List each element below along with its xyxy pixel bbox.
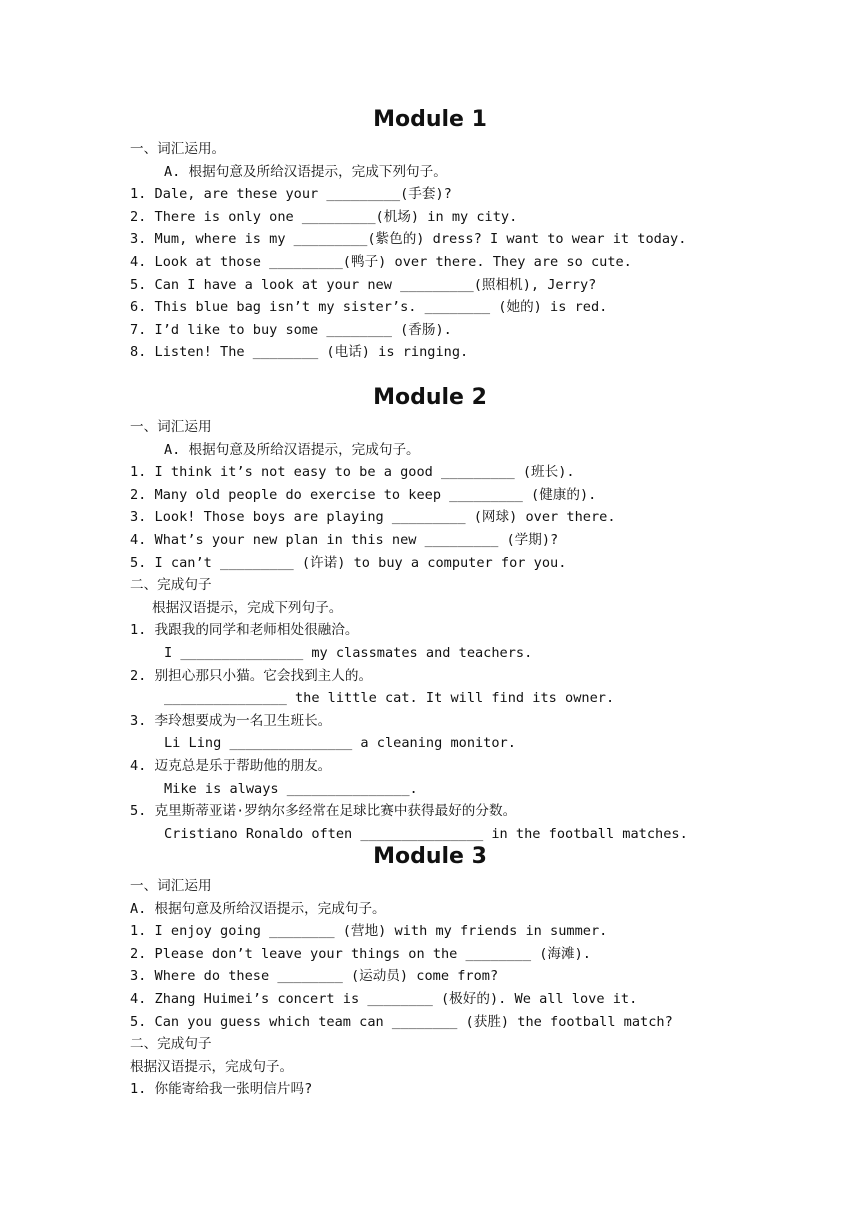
exercise-item: 1. I enjoy going ________ (营地) with my friends in summer. bbox=[130, 923, 608, 940]
exercise-item: 2. Please don’t leave your things on the ________ (海滩). bbox=[130, 945, 591, 962]
section-heading: 一、词汇运用 bbox=[130, 419, 212, 435]
exercise-answer-line: I _______________ my classmates and teachers. bbox=[164, 644, 533, 661]
module-1-section bbox=[130, 106, 730, 364]
section-heading: 一、词汇运用。 bbox=[130, 141, 226, 157]
instruction: 根据汉语提示，完成下列句子。 bbox=[152, 599, 343, 616]
section-heading: 二、完成句子 bbox=[130, 1036, 212, 1053]
exercise-answer-line: Cristiano Ronaldo often _______________ in the football matches. bbox=[164, 825, 688, 842]
exercise-prompt: 1. 你能寄给我一张明信片吗? bbox=[130, 1081, 313, 1098]
module-2-section bbox=[130, 384, 730, 845]
instruction: A. 根据句意及所给汉语提示，完成句子。 bbox=[130, 900, 386, 917]
exercise-item: 2. Many old people do exercise to keep _________ (健康的). bbox=[130, 486, 597, 503]
module-2-title: Module 2 bbox=[373, 385, 487, 410]
exercise-item: 5. Can I have a look at your new _________(照相机), Jerry? bbox=[130, 276, 597, 293]
exercise-prompt: 2. 别担心那只小猫。它会找到主人的。 bbox=[130, 667, 373, 684]
exercise-item: 4. Look at those _________(鸭子) over there. They are so cute. bbox=[130, 253, 632, 270]
exercise-answer-line: _______________ the little cat. It will find its owner. bbox=[164, 690, 615, 707]
module-1-title: Module 1 bbox=[373, 107, 487, 132]
exercise-item: 3. Look! Those boys are playing _________ (网球) over there. bbox=[130, 509, 616, 526]
section-heading: 一、词汇运用 bbox=[130, 878, 212, 894]
exercise-item: 5. I can’t _________ (许诺) to buy a computer for you. bbox=[130, 554, 567, 571]
exercise-prompt: 5. 克里斯蒂亚诺·罗纳尔多经常在足球比赛中获得最好的分数。 bbox=[130, 803, 517, 820]
exercise-prompt: 3. 李玲想要成为一名卫生班长。 bbox=[130, 712, 332, 729]
exercise-item: 2. There is only one _________(机场) in my city. bbox=[130, 208, 518, 225]
section-heading: 二、完成句子 bbox=[130, 577, 212, 594]
module-3-title: Module 3 bbox=[373, 844, 487, 869]
exercise-item: 1. I think it’s not easy to be a good _________ (班长). bbox=[130, 464, 575, 481]
exercise-item: 6. This blue bag isn’t my sister’s. ________ (她的) is red. bbox=[130, 299, 608, 316]
exercise-item: 1. Dale, are these your _________(手套)? bbox=[130, 186, 452, 203]
exercise-answer-line: Li Ling _______________ a cleaning monitor. bbox=[164, 735, 516, 752]
exercise-item: 7. I’d like to buy some ________ (香肠). bbox=[130, 321, 452, 338]
exercise-prompt: 1. 我跟我的同学和老师相处很融洽。 bbox=[130, 622, 359, 639]
exercise-prompt: 4. 迈克总是乐于帮助他的朋友。 bbox=[130, 757, 332, 774]
exercise-item: 8. Listen! The ________ (电话) is ringing. bbox=[130, 344, 469, 361]
module-3-section bbox=[130, 843, 730, 1101]
exercise-item: 3. Mum, where is my _________(紫色的) dress? I want to wear it today. bbox=[130, 231, 687, 248]
exercise-item: 5. Can you guess which team can ________ (获胜) the football match? bbox=[130, 1013, 673, 1030]
instruction: A. 根据句意及所给汉语提示，完成句子。 bbox=[164, 441, 420, 458]
exercise-item: 4. Zhang Huimei’s concert is ________ (极好的). We all love it. bbox=[130, 990, 638, 1007]
exercise-item: 4. What’s your new plan in this new _________ (学期)? bbox=[130, 531, 559, 548]
exercise-answer-line: Mike is always _______________. bbox=[164, 780, 418, 797]
exercise-item: 3. Where do these ________ (运动员) come from? bbox=[130, 968, 499, 985]
instruction: A. 根据句意及所给汉语提示，完成下列句子。 bbox=[164, 163, 447, 180]
instruction: 根据汉语提示，完成句子。 bbox=[130, 1058, 294, 1075]
